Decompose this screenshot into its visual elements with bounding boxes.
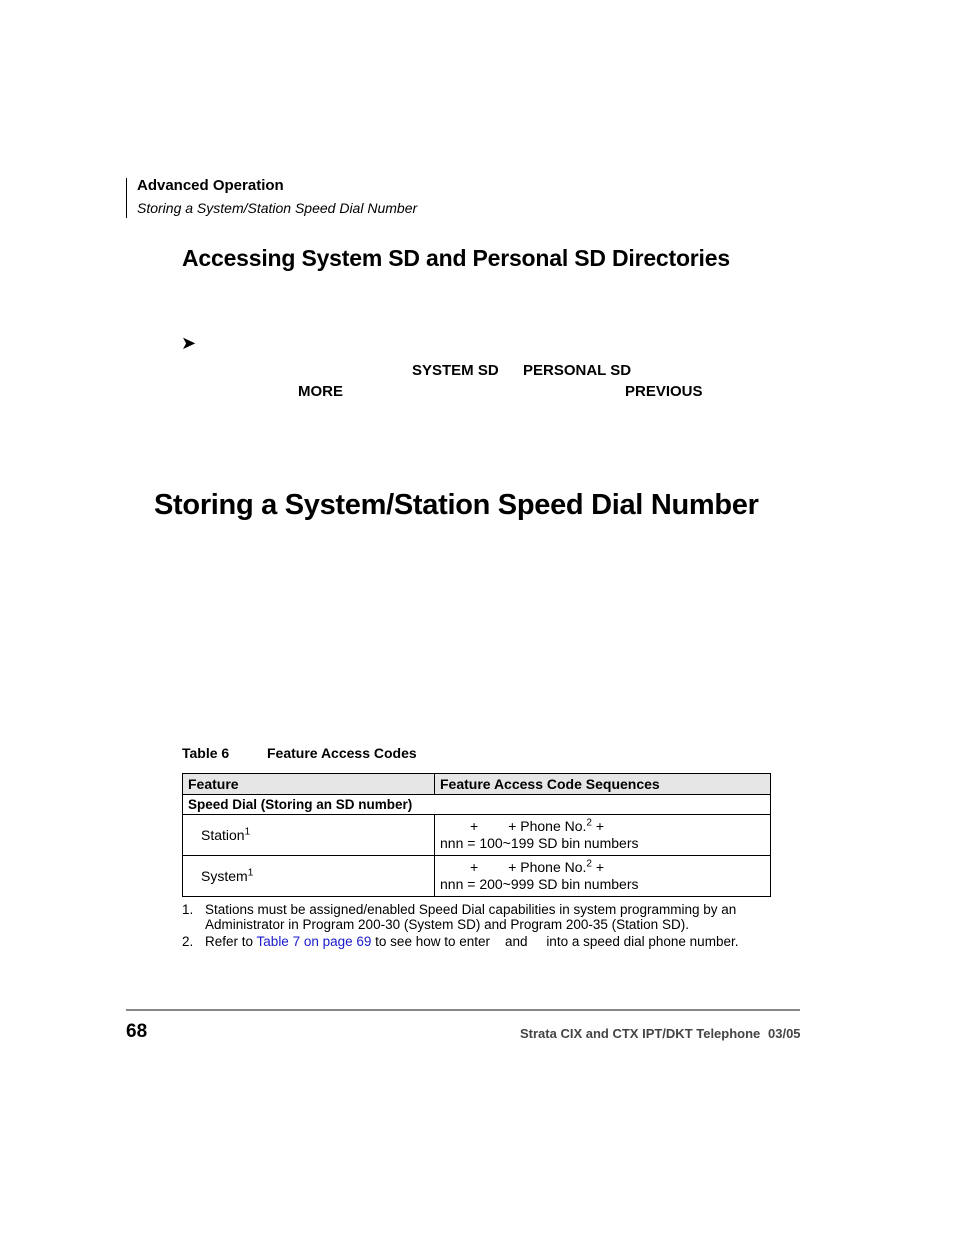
table-row	[183, 815, 771, 856]
storing-heading: Storing a System/Station Speed Dial Number	[154, 489, 759, 521]
footnote-2: 2. Refer to Table 7 on page 69 to see how to enter and into a speed dial phone number.	[182, 934, 739, 949]
feature-cell: System$^1$	[183, 856, 435, 897]
softkey-more: MORE	[298, 383, 343, 400]
table-header-row	[183, 774, 771, 795]
softkey-previous: PREVIOUS	[625, 383, 703, 400]
softkey-personal-sd: PERSONAL SD	[523, 362, 632, 379]
footer-rule	[126, 1009, 800, 1011]
column-header-feature: Feature	[183, 774, 435, 795]
table-section-row	[183, 795, 771, 815]
footer-title: Strata CIX and CTX IPT/DKT Telephone	[520, 1026, 761, 1041]
sequence-cell: + + Phone No.$^2$ + nnn = 200~999 SD bin numbers	[435, 856, 771, 897]
sequence-cell: + + Phone No.$^2$ + nnn = 100~199 SD bin numbers	[435, 815, 771, 856]
header-rule	[126, 178, 127, 218]
column-header-sequences: Feature Access Code Sequences	[435, 774, 771, 795]
running-header-subsection: Storing a System/Station Speed Dial Number	[137, 200, 418, 216]
directories-heading: Accessing System SD and Personal SD Directories	[182, 245, 730, 271]
table-label: Table 6	[182, 745, 230, 761]
footer-date: 03/05	[768, 1026, 801, 1041]
table-title: Feature Access Codes	[267, 745, 417, 761]
table-row	[183, 856, 771, 897]
feature-cell: Station$^1$	[183, 815, 435, 856]
section-speed-dial: Speed Dial (Storing an SD number)	[183, 795, 771, 815]
running-header-section: Advanced Operation	[137, 177, 284, 194]
step-arrow-icon: ➤	[181, 333, 197, 353]
feature-access-codes-table	[182, 773, 771, 897]
softkey-system-sd: SYSTEM SD	[412, 362, 499, 379]
table-7-link[interactable]: Table 7 on page 69	[256, 934, 372, 949]
page-number: 68	[126, 1021, 148, 1042]
footnote-1: 1. Stations must be assigned/enabled Speed Dial capabilities in system programming by an Administrator in Program 200-30 (System SD) and Program 200-35 (Station SD).	[182, 902, 737, 932]
